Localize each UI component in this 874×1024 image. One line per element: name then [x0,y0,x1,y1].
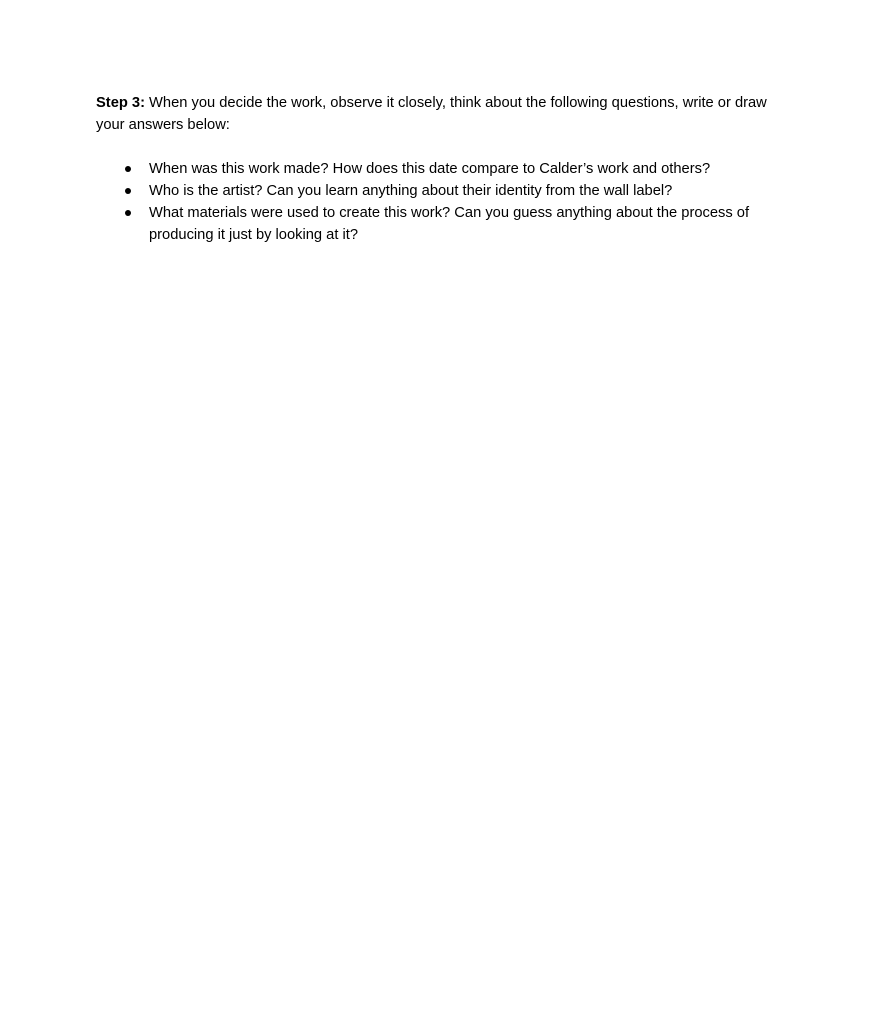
list-item [149,202,776,246]
list-item-text: What materials were used to create this work? Can you guess anything about the process of producing it just by looking at it? [149,205,750,243]
intro-paragraph [96,92,776,136]
list-item [149,158,776,180]
intro-text: When you decide the work, observe it closely, think about the following questions, write or draw your answers below: [96,95,767,133]
document-content [96,92,776,246]
bullet-icon [125,210,131,216]
step-label: Step 3: [96,95,145,111]
list-item-text: Who is the artist? Can you learn anything about their identity from the wall label? [149,183,673,199]
bullet-icon [125,166,131,172]
list-item [149,180,776,202]
bullet-icon [125,188,131,194]
list-item-text: When was this work made? How does this date compare to Calder’s work and others? [149,161,711,177]
question-list [96,158,776,246]
